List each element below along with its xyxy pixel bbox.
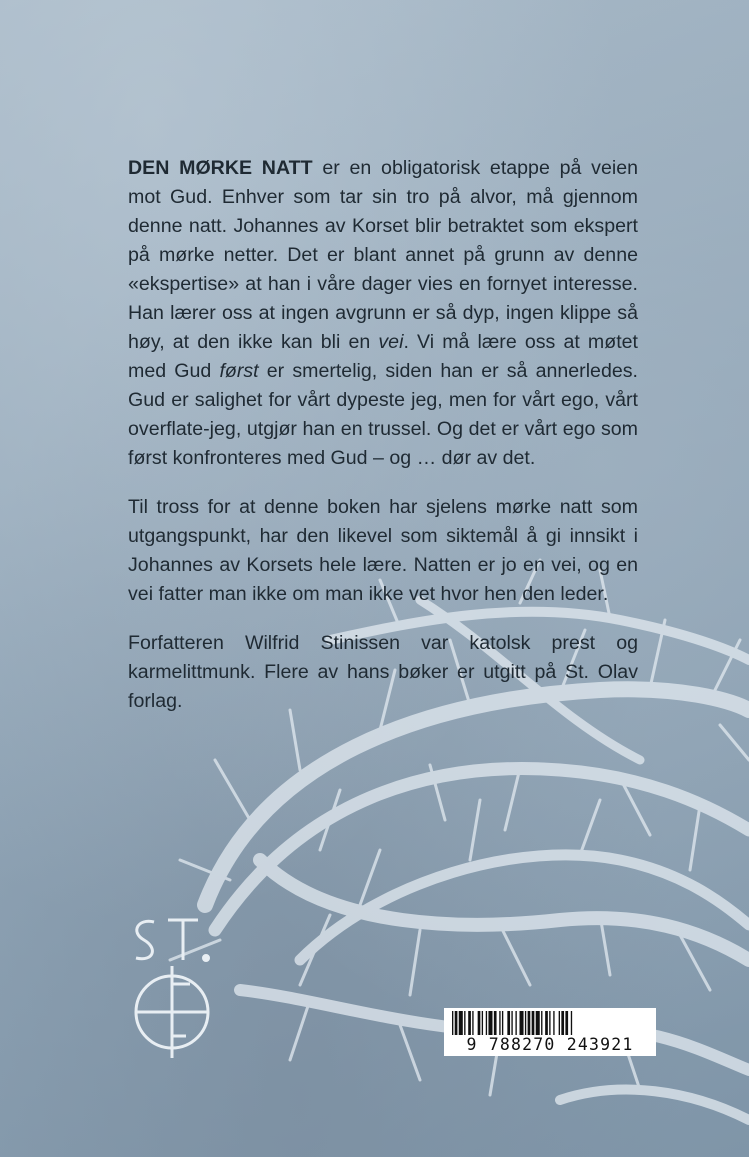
barcode-bar <box>499 1011 500 1035</box>
barcode-bar <box>494 1011 497 1035</box>
blurb-text <box>128 154 638 736</box>
barcode-bar <box>565 1011 568 1035</box>
barcode-bar <box>559 1011 560 1035</box>
barcode-bar <box>486 1011 487 1035</box>
blurb-paragraph-2: Til tross for at denne boken har sjelens mørke natt som utgangspunkt, har den likevel som siktemål å gi innsikt i Johannes av Korsets hele lære. Natten er jo en vei, og en vei fatter man ikke om man ikke vet hvor hen den leder. <box>128 496 638 605</box>
blurb-paragraph-1 <box>128 154 638 473</box>
barcode-bar <box>488 1011 492 1035</box>
barcode-bar <box>455 1011 458 1035</box>
publisher-logo <box>124 912 220 1062</box>
barcode-bar <box>536 1011 540 1035</box>
barcode-bar <box>511 1011 512 1035</box>
barcode-bar <box>452 1011 453 1035</box>
barcode-bar <box>515 1011 516 1035</box>
barcode-bar <box>468 1011 471 1035</box>
barcode-bar <box>541 1011 542 1035</box>
barcode-bar <box>561 1011 564 1035</box>
barcode-bar <box>478 1011 481 1035</box>
blurb-paragraph-3: Forfatteren Wilfrid Stinissen var katolsk prest og karmelittmunk. Flere av hans bøker er utgitt på St. Olav forlag. <box>128 632 638 712</box>
barcode-bar <box>528 1011 531 1035</box>
isbn-number: 9 788270 243921 <box>466 1035 634 1054</box>
barcode-bar <box>464 1011 465 1035</box>
barcode-bar <box>502 1011 503 1035</box>
blurb-text-part2: . Vi må lære oss at møtet med Gud <box>128 331 639 382</box>
blurb-text-part1: er en obligatorisk etappe på veien mot Gud. Enhver som tar sin tro på alvor, må gjennom denne natt. Johannes av Korset blir betraktet som ekspert på mørke netter. Det er blant annet på grunn av denne «ekspertise» at han i våre dager vies en fornyet interesse. Han lærer oss at ingen avgrunn er så dyp, ingen klippe så høy, at den ikke kan bli en <box>128 157 638 353</box>
blurb-text-part3: er smertelig, siden han er så annerledes. Gud er salighet for vårt dypeste jeg, men for vårt ego, vårt overflate-jeg, utgjør han en trussel. Og det er vårt ego som først konfronteres med Gud – og … dør av det. <box>128 360 638 469</box>
barcode-bar <box>472 1011 473 1035</box>
barcode-bar <box>459 1011 463 1035</box>
barcode-bar <box>532 1011 535 1035</box>
barcode-bar <box>525 1011 526 1035</box>
barcode-bar <box>520 1011 524 1035</box>
barcode-bar <box>482 1011 483 1035</box>
barcode-bar <box>571 1011 572 1035</box>
isbn-barcode <box>444 1008 656 1056</box>
blurb-italic-forst: først <box>219 360 259 382</box>
barcode-bar <box>545 1011 548 1035</box>
barcode-bar <box>549 1011 550 1035</box>
barcode-bar <box>553 1011 554 1035</box>
barcode-bar <box>507 1011 510 1035</box>
blurb-italic-vei: vei <box>378 331 404 353</box>
book-title-lead: DEN MØRKE NATT <box>128 157 313 179</box>
barcode-bars <box>444 1008 656 1036</box>
